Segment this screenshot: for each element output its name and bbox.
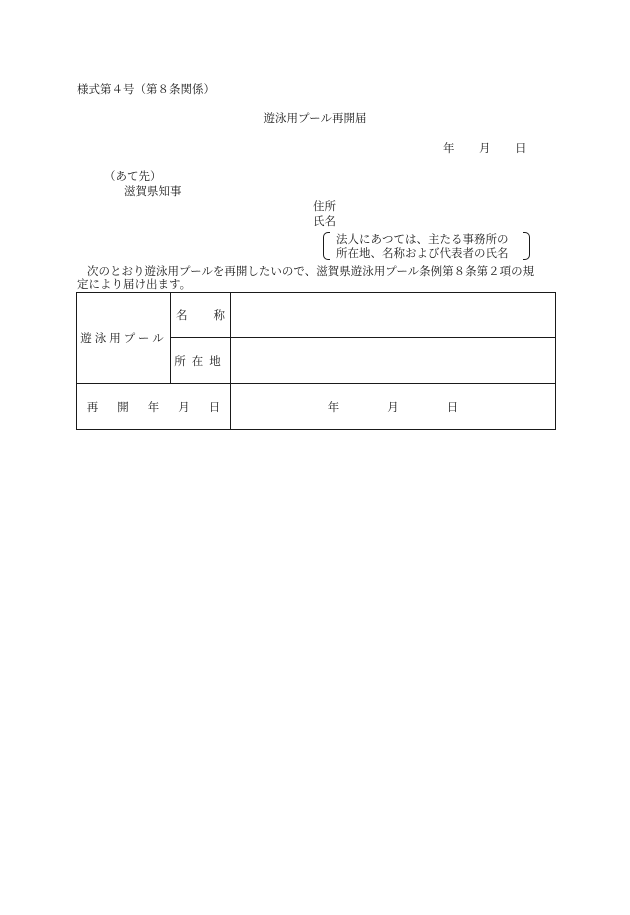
- body-text-line1: 次のとおり遊泳用プールを再開したいので、滋賀県遊泳用プール条例第８条第２項の規: [87, 264, 535, 278]
- reopen-date-year: 年: [327, 399, 340, 414]
- name-label-char-1: 名: [176, 308, 188, 322]
- address-label: 住所: [313, 199, 336, 213]
- reopen-date-month: 月: [387, 399, 399, 414]
- table-row: [77, 384, 556, 430]
- reopen-label-char: 月: [178, 399, 190, 414]
- date-year-label: 年: [443, 141, 455, 155]
- name-value-cell[interactable]: [231, 293, 556, 338]
- date-day-label: 日: [515, 141, 527, 155]
- document-title: 遊泳用プール再開届: [263, 111, 367, 125]
- body-text-line2: 定により届け出ます。: [77, 277, 192, 291]
- corporate-note: [323, 231, 530, 260]
- date-month-label: 月: [479, 141, 491, 155]
- recipient-label: （あて先）: [104, 169, 162, 183]
- reopen-label-char: 再: [86, 399, 99, 414]
- reopen-label-char: 日: [208, 399, 221, 414]
- reopen-form-table: [76, 292, 556, 430]
- reopen-label-char: 年: [147, 399, 160, 414]
- name-label-char-2: 称: [213, 308, 225, 322]
- reopen-label-char: 開: [117, 399, 129, 414]
- location-label: 所在地: [174, 353, 227, 368]
- recipient-name: 滋賀県知事: [124, 184, 182, 198]
- reopen-date-value-cell[interactable]: [231, 384, 556, 430]
- table-row: [77, 293, 556, 338]
- name-label: 氏名: [313, 214, 336, 228]
- pool-header-cell: [77, 293, 171, 384]
- right-bracket: [523, 232, 530, 260]
- form-number: 様式第４号（第８条関係）: [77, 82, 215, 96]
- location-value-cell[interactable]: [231, 338, 556, 384]
- left-bracket: [323, 232, 330, 260]
- corporate-note-line1: 法人にあつては、主たる事務所の: [336, 232, 509, 246]
- reopen-date-day: 日: [446, 399, 459, 414]
- location-label-cell: [171, 338, 231, 384]
- pool-header: 遊泳用プール: [80, 331, 167, 345]
- corporate-note-line2: 所在地、名称および代表者の氏名: [336, 246, 509, 260]
- name-label-cell: [171, 293, 231, 338]
- reopen-date-label-cell: [77, 384, 231, 430]
